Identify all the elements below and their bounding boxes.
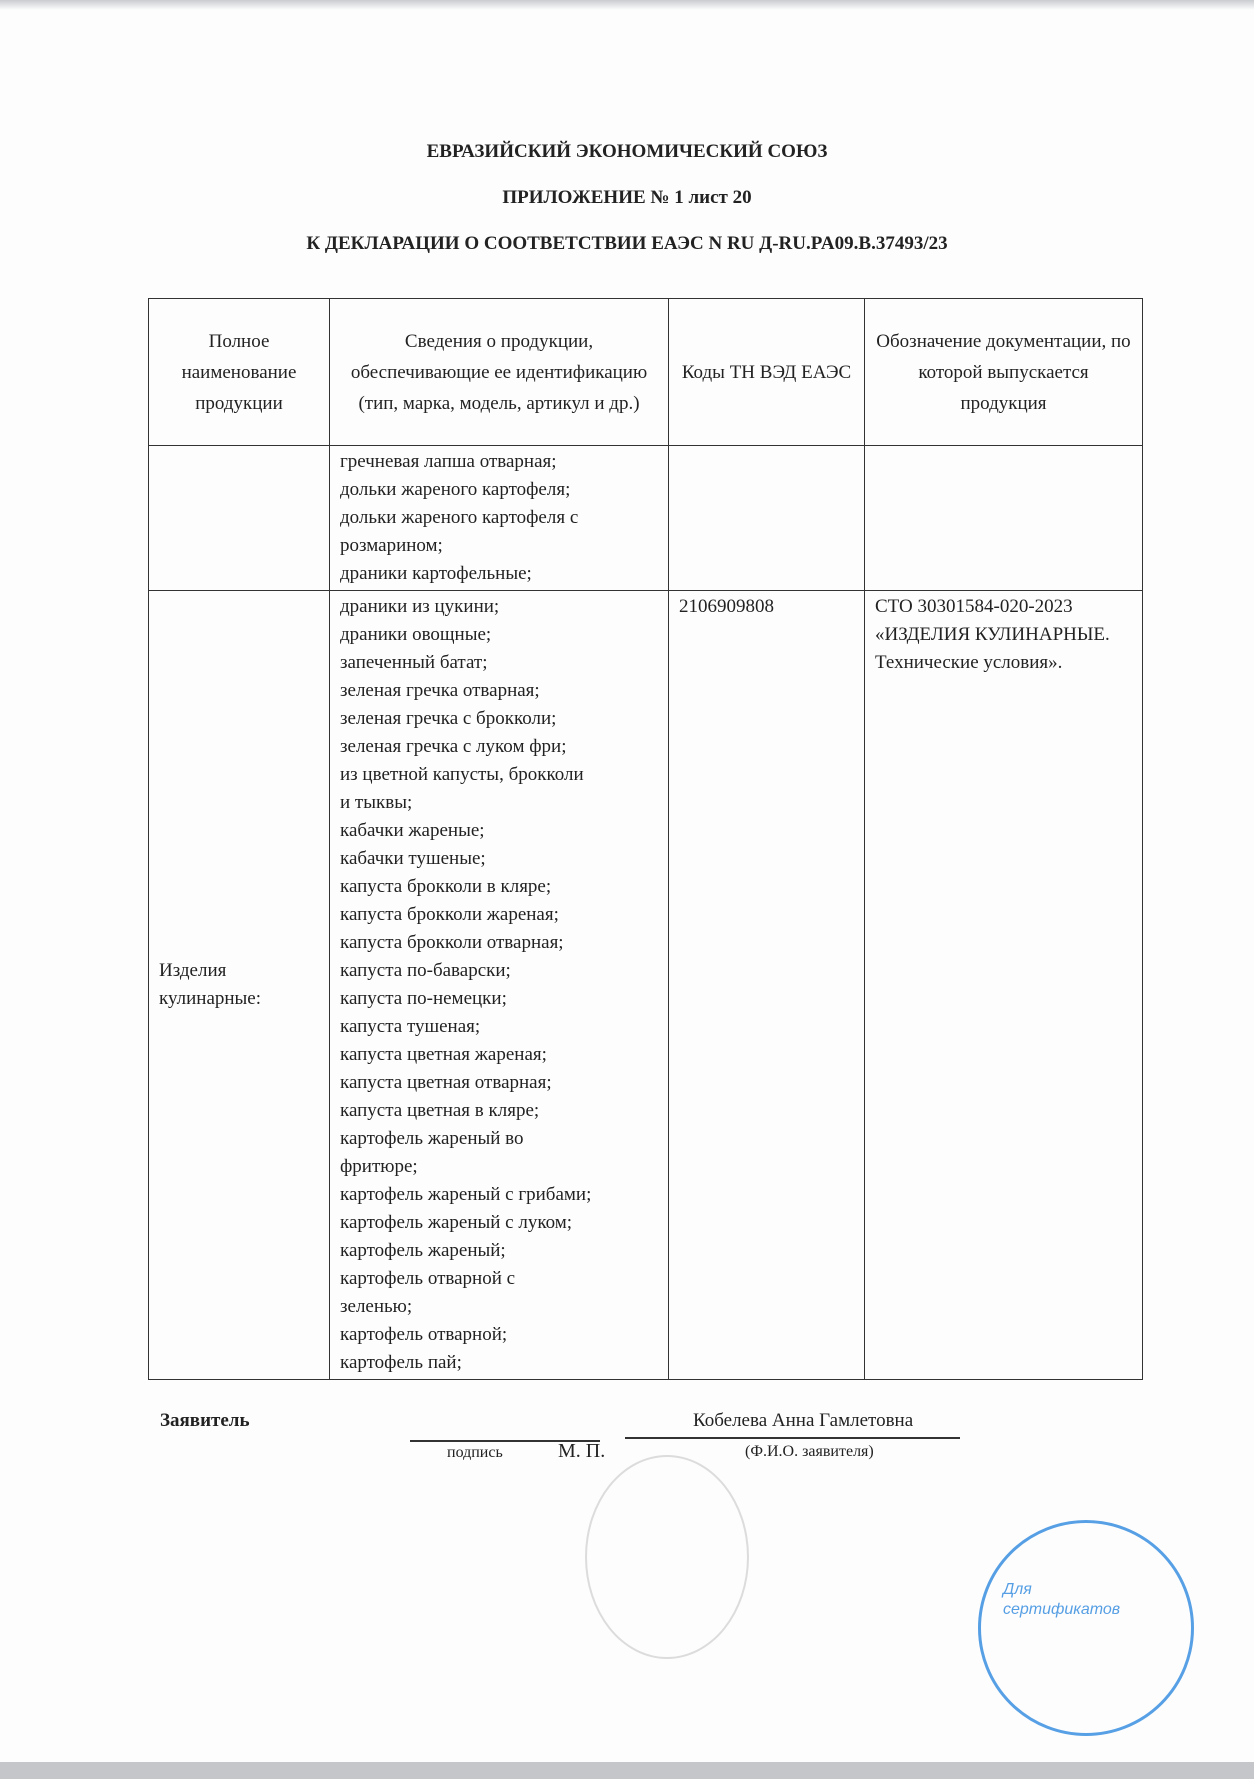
name-line [625, 1437, 960, 1439]
product-name-cell: Изделия кулинарные: [149, 591, 330, 1380]
product-item: капуста брокколи жареная; [340, 904, 559, 925]
product-name-cell [149, 446, 330, 591]
product-item: капуста по-баварски; [340, 960, 511, 981]
product-item: капуста брокколи в кляре; [340, 876, 552, 897]
declaration-title: К ДЕКЛАРАЦИИ О СООТВЕТСТВИИ ЕАЭС N RU Д-RU.PA09.B.37493/23 [306, 233, 948, 254]
applicant-name: Кобелева Анна Гамлетовна [693, 1410, 914, 1431]
product-item: капуста цветная отварная; [340, 1072, 552, 1093]
product-item: драники из цукини; [340, 596, 500, 617]
header-product-info: Сведения о продукции, обеспечивающие ее идентификацию (тип, марка, модель, артикул и др.) [330, 299, 669, 446]
appendix-title: ПРИЛОЖЕНИЕ № 1 лист 20 [502, 187, 752, 208]
product-item: картофель жареный с луком; [340, 1212, 573, 1233]
stamp-text: Для [1003, 1581, 1032, 1598]
product-item: капуста по-немецки; [340, 988, 507, 1009]
product-item: гречневая лапша отварная; [340, 451, 557, 472]
product-item: из цветной капусты, брокколи [340, 764, 584, 785]
product-item: картофель отварной; [340, 1324, 508, 1345]
product-item: запеченный батат; [340, 652, 488, 673]
union-title: ЕВРАЗИЙСКИЙ ЭКОНОМИЧЕСКИЙ СОЮЗ [426, 141, 828, 162]
product-item: капуста цветная жареная; [340, 1044, 547, 1065]
table-row [149, 446, 1143, 591]
product-item: зеленью; [340, 1296, 413, 1317]
products-table [148, 298, 1143, 1380]
doc-cell: СТО 30301584-020-2023 «ИЗДЕЛИЯ КУЛИНАРНЫЕ. Технические условия». [865, 591, 1143, 1380]
product-item: картофель пай; [340, 1352, 462, 1373]
product-item: кабачки жареные; [340, 820, 485, 841]
seal-label: М. П. [558, 1440, 606, 1462]
code-cell [669, 446, 865, 591]
product-item: капуста цветная в кляре; [340, 1100, 540, 1121]
product-items-cell [330, 446, 669, 591]
product-item: зеленая гречка с брокколи; [340, 708, 557, 729]
product-item: картофель жареный; [340, 1240, 506, 1261]
table-row [149, 591, 1143, 1380]
product-item: зеленая гречка отварная; [340, 680, 540, 701]
header-documentation: Обозначение документации, по которой выпускается продукция [865, 299, 1143, 446]
product-item: драники картофельные; [340, 563, 532, 584]
product-items-cell [330, 591, 669, 1380]
product-item: картофель жареный во [340, 1128, 524, 1149]
product-item: фритюре; [340, 1156, 418, 1177]
signature-caption: подпись [447, 1444, 503, 1461]
code-cell: 2106909808 [669, 591, 865, 1380]
name-caption: (Ф.И.О. заявителя) [745, 1443, 874, 1460]
table-header-row [149, 299, 1143, 446]
company-seal-stamp [585, 1455, 749, 1659]
product-item: дольки жареного картофеля с [340, 507, 579, 528]
product-item: и тыквы; [340, 792, 413, 813]
applicant-label: Заявитель [160, 1410, 250, 1431]
product-item: розмарином; [340, 535, 443, 556]
product-item: капуста брокколи отварная; [340, 932, 564, 953]
scan-edge-top [0, 0, 1254, 10]
product-item: капуста тушеная; [340, 1016, 481, 1037]
product-item: картофель отварной с [340, 1268, 516, 1289]
doc-cell [865, 446, 1143, 591]
product-item: кабачки тушеные; [340, 848, 486, 869]
product-item: дольки жареного картофеля; [340, 479, 571, 500]
product-item: драники овощные; [340, 624, 492, 645]
product-item: зеленая гречка с луком фри; [340, 736, 567, 757]
header-product-name: Полное наименование продукции [149, 299, 330, 446]
product-item: картофель жареный с грибами; [340, 1184, 592, 1205]
header-tn-ved-codes: Коды ТН ВЭД ЕАЭС [669, 299, 865, 446]
blue-stamp [978, 1520, 1194, 1736]
stamp-text: сертификатов [1003, 1601, 1121, 1618]
scan-edge-bottom [0, 1762, 1254, 1779]
